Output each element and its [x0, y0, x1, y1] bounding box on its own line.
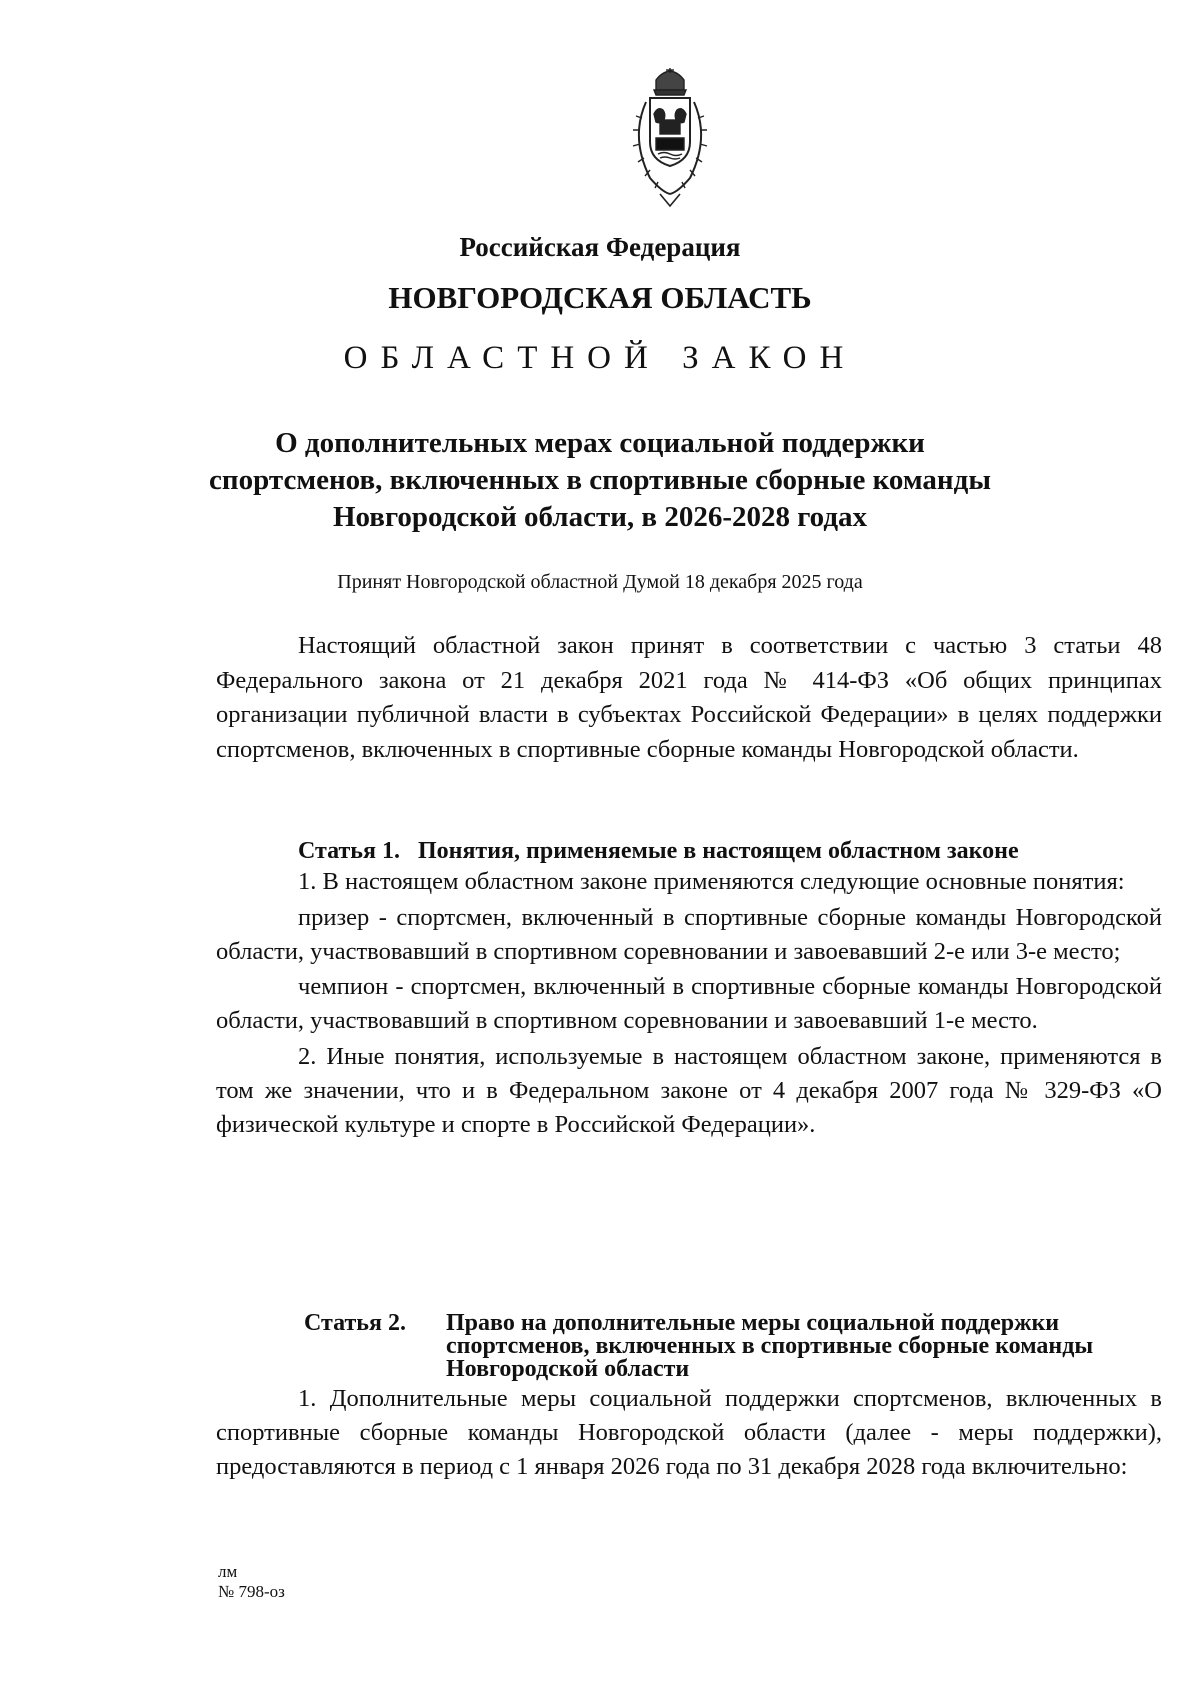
article-number: Статья 1.: [298, 838, 400, 864]
article-paragraph: 2. Иные понятия, используемые в настоящем областном законе, применяются в том же значении, что и в Федеральном законе от 4 декабря 2007 года № 329-ФЗ «О физической культуре и спорте в Российской Федерации».: [216, 1042, 1162, 1138]
article-paragraph: 1. В настоящем областном законе применяются следующие основные понятия:: [298, 868, 1125, 895]
preamble-paragraph: Настоящий областной закон принят в соответствии с частью 3 статьи 48 Федерального закона от 21 декабря 2021 года № 414-ФЗ «Об общих принципах организации публичной власти в субъектах Российской Федерации» в целях поддержки спортсменов, включенных в спортивные сборные команды Новгородской области.: [216, 632, 1162, 763]
footer-doc-number: № 798-оз: [218, 1582, 285, 1601]
article-number: Статья 2.: [304, 1310, 406, 1336]
coat-of-arms-icon: [620, 68, 720, 208]
country-name: Российская Федерация: [459, 232, 741, 262]
footer-initials: лм: [218, 1562, 238, 1581]
article-paragraph: призер - спортсмен, включенный в спортивные сборные команды Новгородской области, участвовавший в спортивном соревновании и завоевавший 2-е или 3-е место;: [216, 903, 1162, 965]
adoption-note: Принят Новгородской областной Думой 18 декабря 2025 года: [337, 571, 863, 593]
article-paragraph: чемпион - спортсмен, включенный в спортивные сборные команды Новгородской области, участвовавший в спортивном соревновании и завоевавший 1-е место.: [216, 973, 1162, 1035]
law-title-line: Новгородской области, в 2026-2028 годах: [332, 501, 868, 533]
article-title: Право на дополнительные меры социальной поддержки спортсменов, включенных в спортивные сборные команды Новгородской области: [446, 1310, 1094, 1382]
law-title-line: спортсменов, включенных в спортивные сборные команды: [209, 464, 991, 496]
article-title: Понятия, применяемые в настоящем областном законе: [417, 838, 1019, 864]
article-paragraph: 1. Дополнительные меры социальной поддержки спортсменов, включенных в спортивные сборные команды Новгородской области (далее - меры поддержки), предоставляются в период с 1 января 2026 года по 31 декабря 2028 года включительно:: [216, 1385, 1162, 1480]
document-footer: [218, 1562, 285, 1602]
law-title: [0, 425, 1200, 536]
article-1-heading: [298, 840, 1019, 863]
article-2-body: [216, 1382, 1162, 1483]
article-1-body: [216, 865, 1162, 1141]
region-name: НОВГОРОДСКАЯ ОБЛАСТЬ: [388, 280, 812, 315]
document-type: ОБЛАСТНОЙ ЗАКОН: [343, 340, 857, 376]
law-title-line: О дополнительных мерах социальной поддержки: [275, 427, 925, 459]
